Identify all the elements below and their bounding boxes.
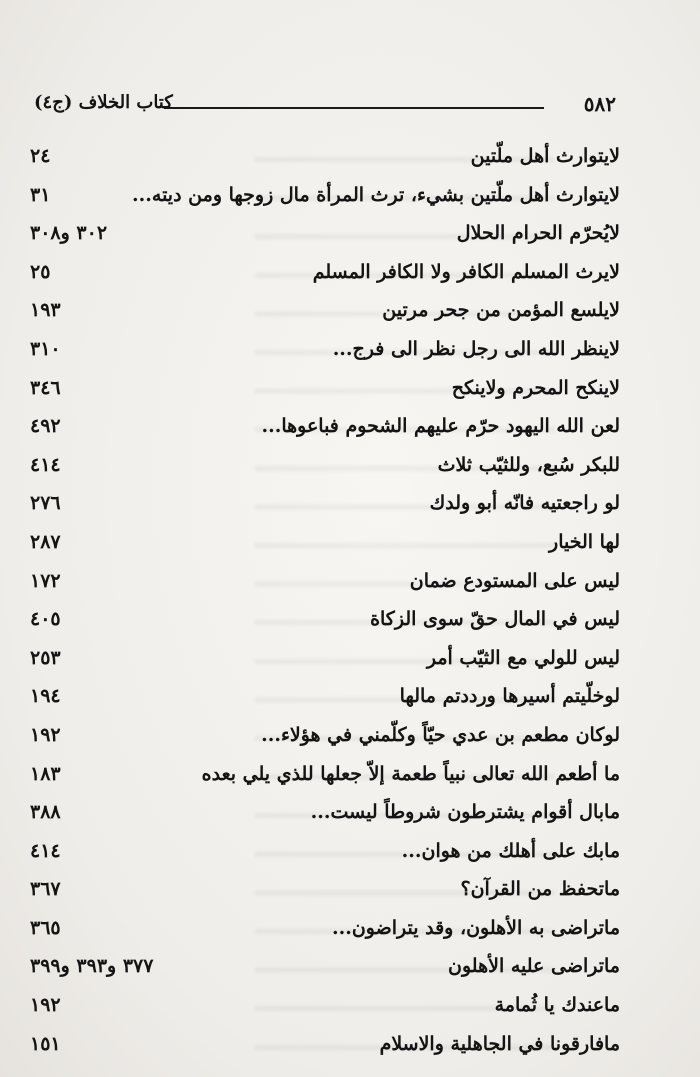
entry-pages: ١٥١ — [30, 1032, 61, 1055]
entry-text: لاينظر الله الى رجل نظر الى فرج... — [332, 337, 620, 360]
index-row — [30, 180, 620, 219]
entry-pages: ٤١٤ — [30, 839, 61, 862]
entry-pages: ١٨٣ — [30, 762, 61, 785]
index-row — [30, 373, 620, 412]
page-number: ٥٨٢ — [583, 92, 616, 116]
entry-text: للبكر سُبع، وللثيّب ثلاث — [437, 453, 620, 476]
entry-pages: ٣٠٢ و٣٠٨ — [30, 222, 108, 245]
index-row — [30, 874, 620, 913]
entry-text: مابك على أهلك من هوان... — [401, 839, 620, 862]
entry-pages: ٢٥ — [30, 260, 51, 283]
entry-text: لوخلّيتم أسيرها ورددتم مالها — [399, 685, 620, 708]
index-row — [30, 295, 620, 334]
entry-text: لاينكح المحرم ولاينكح — [451, 376, 620, 399]
entry-text: لوكان مطعم بن عدي حيّاً وكلّمني في هؤلاء... — [261, 723, 620, 746]
index-row — [30, 990, 620, 1029]
index-row — [30, 951, 620, 990]
entry-pages: ٣٦٥ — [30, 916, 61, 939]
entry-text: ما أطعم الله تعالى نبياً طعمة إلاّ جعلها للذي يلي بعده — [201, 762, 620, 785]
index-row — [30, 681, 620, 720]
entry-pages: ٣٦٧ — [30, 878, 61, 901]
entry-pages: ٣٤٦ — [30, 376, 61, 399]
index-list — [30, 141, 620, 1067]
book-title: كتاب الخلاف (ج٤) — [34, 92, 173, 113]
entry-pages: ٣١ — [30, 183, 51, 206]
index-row — [30, 720, 620, 759]
entry-pages: ٤٩٢ — [30, 415, 61, 438]
running-header — [34, 92, 616, 118]
entry-text: ماتحفظ من القرآن؟ — [460, 878, 620, 901]
entry-text: لايتوارث أهل ملّتين — [470, 145, 620, 167]
entry-pages: ٢٧٦ — [30, 492, 61, 515]
entry-pages: ١٩٢ — [30, 723, 61, 746]
entry-pages: ٢٤ — [30, 145, 51, 167]
index-row — [30, 797, 620, 836]
entry-pages: ١٩٤ — [30, 685, 61, 708]
entry-pages: ١٧٢ — [30, 569, 61, 592]
entry-pages: ٣٧٧ و٣٩٣ و٣٩٩ — [30, 955, 154, 978]
entry-text: ليس على المستودع ضمان — [409, 569, 620, 592]
entry-text: مابال أقوام يشترطون شروطاً ليست... — [310, 801, 620, 824]
entry-pages: ٤٠٥ — [30, 608, 61, 631]
entry-text: لايتوارث أهل ملّتين بشيء، ترث المرأة مال زوجها ومن ديته... — [132, 183, 620, 206]
index-row — [30, 759, 620, 798]
entry-text: لايرث المسلم الكافر ولا الكافر المسلم — [312, 260, 620, 283]
entry-text: لو راجعتيه فانّه أبو ولدك — [429, 492, 620, 515]
index-row — [30, 913, 620, 952]
index-row — [30, 1029, 620, 1068]
entry-text: لها الخيار — [549, 530, 620, 553]
index-row — [30, 488, 620, 527]
entry-text: لعن الله اليهود حرّم عليهم الشحوم فباعوها... — [261, 415, 620, 438]
entry-pages: ٣١٠ — [30, 337, 61, 360]
entry-text: لايُحرّم الحرام الحلال — [456, 222, 620, 245]
index-row — [30, 334, 620, 373]
entry-text: ماتراضى عليه الأهلون — [448, 955, 620, 978]
entry-pages: ١٩٣ — [30, 299, 61, 322]
index-row — [30, 604, 620, 643]
entry-pages: ٤١٤ — [30, 453, 61, 476]
index-row — [30, 566, 620, 605]
entry-pages: ١٩٢ — [30, 994, 61, 1017]
entry-text: لايلسع المؤمن من جحر مرتين — [382, 299, 620, 322]
index-row — [30, 411, 620, 450]
entry-text: ليس في المال حقّ سوى الزكاة — [370, 608, 620, 631]
index-row — [30, 218, 620, 257]
entry-text: ماعندك يا ثُمامة — [494, 994, 620, 1017]
header-rule — [164, 107, 544, 109]
index-row — [30, 257, 620, 296]
index-row — [30, 141, 620, 180]
index-row — [30, 527, 620, 566]
index-row — [30, 450, 620, 489]
entry-pages: ٣٨٨ — [30, 801, 61, 824]
entry-text: ماتراضى به الأهلون، وقد يتراضون... — [331, 916, 620, 939]
index-row — [30, 836, 620, 875]
entry-pages: ٢٨٧ — [30, 530, 61, 553]
entry-pages: ٢٥٣ — [30, 646, 61, 669]
entry-text: مافارقونا في الجاهلية والاسلام — [379, 1032, 620, 1055]
entry-text: ليس للولي مع الثيّب أمر — [426, 646, 620, 669]
index-row — [30, 643, 620, 682]
